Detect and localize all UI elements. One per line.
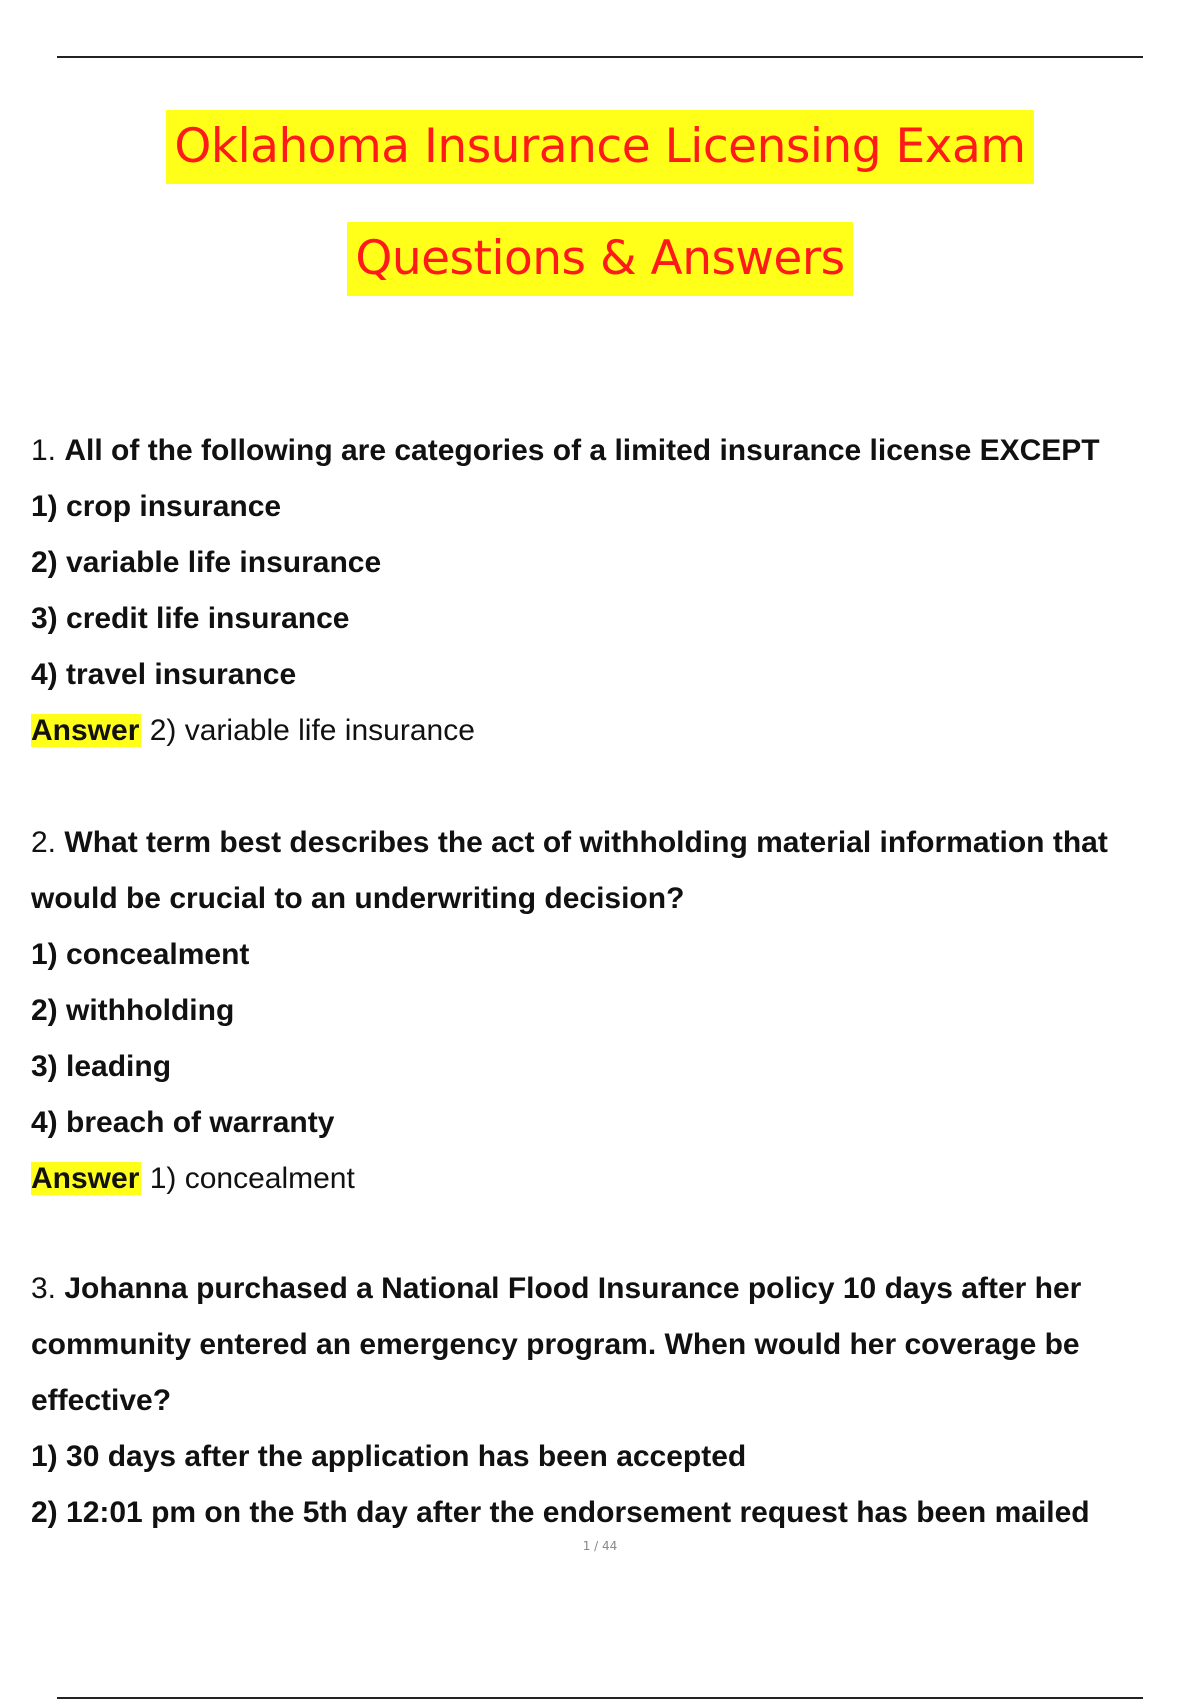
answer-option: 2) variable life insurance bbox=[31, 546, 382, 579]
answer-label: Answer bbox=[31, 714, 140, 747]
question-text-line: effective? bbox=[31, 1384, 172, 1417]
question-number: 1. bbox=[31, 434, 57, 467]
answer-option: 3) leading bbox=[31, 1050, 172, 1083]
question-text bbox=[31, 423, 1191, 479]
document-subtitle: Questions & Answers bbox=[347, 222, 852, 296]
title-line-1 bbox=[0, 110, 1200, 184]
title-line-2 bbox=[0, 222, 1200, 296]
answer-option: 4) breach of warranty bbox=[31, 1106, 335, 1139]
question-text bbox=[31, 1261, 1191, 1317]
answer-option: 1) 30 days after the application has been accepted bbox=[31, 1440, 747, 1473]
answer-line bbox=[31, 1151, 1191, 1207]
question-number: 2. bbox=[31, 826, 57, 859]
answer-option: 2) 12:01 pm on the 5th day after the endorsement request has been mailed bbox=[31, 1496, 1090, 1529]
answer-option: 1) concealment bbox=[31, 938, 250, 971]
answer-value: 1) concealment bbox=[149, 1162, 355, 1195]
top-rule bbox=[57, 56, 1143, 58]
page-number: 1 / 44 bbox=[582, 1539, 618, 1553]
question-2 bbox=[31, 815, 1191, 1207]
answer-option: 1) crop insurance bbox=[31, 490, 282, 523]
document-title: Oklahoma Insurance Licensing Exam bbox=[166, 110, 1033, 184]
question-text-line: Johanna purchased a National Flood Insurance policy 10 days after her bbox=[64, 1272, 1082, 1305]
question-text bbox=[31, 815, 1191, 871]
answer-option: 4) travel insurance bbox=[31, 658, 297, 691]
answer-label: Answer bbox=[31, 1162, 140, 1195]
question-text-line: What term best describes the act of withholding material information that bbox=[64, 826, 1108, 859]
answer-option: 2) withholding bbox=[31, 994, 235, 1027]
question-1 bbox=[31, 423, 1191, 759]
answer-line bbox=[31, 703, 1191, 759]
question-text-line: community entered an emergency program. When would her coverage be bbox=[31, 1328, 1080, 1361]
bottom-rule bbox=[57, 1697, 1143, 1699]
question-number: 3. bbox=[31, 1272, 57, 1305]
question-text-line: All of the following are categories of a limited insurance license EXCEPT bbox=[64, 434, 1100, 467]
question-3 bbox=[31, 1261, 1191, 1541]
answer-option: 3) credit life insurance bbox=[31, 602, 350, 635]
answer-value: 2) variable life insurance bbox=[149, 714, 475, 747]
question-text-line: would be crucial to an underwriting decision? bbox=[31, 882, 685, 915]
